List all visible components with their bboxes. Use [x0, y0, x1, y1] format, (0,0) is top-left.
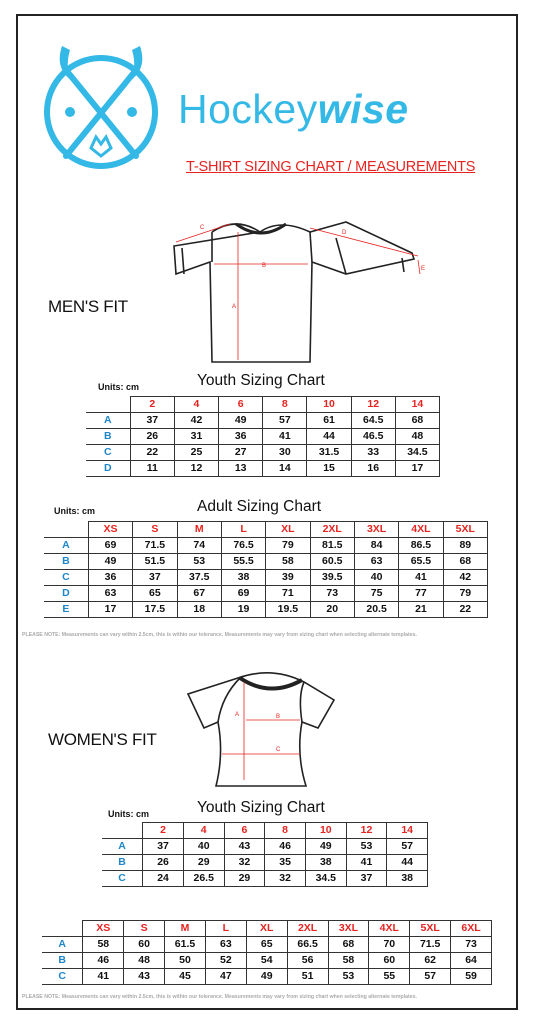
womens-fit-label: WOMEN'S FIT — [48, 730, 157, 749]
size-header-cell: XL — [266, 522, 310, 538]
measurement-value-cell: 43 — [124, 969, 165, 985]
size-header-cell: 4XL — [399, 522, 443, 538]
mens-adult-title: Adult Sizing Chart — [197, 498, 322, 515]
measurement-value-cell: 60.5 — [310, 554, 354, 570]
table-header-row — [44, 522, 488, 538]
measurement-value-cell: 43 — [224, 839, 265, 855]
measurement-value-cell: 64 — [451, 953, 492, 969]
measurement-value-cell: 79 — [443, 586, 487, 602]
measurement-value-cell: 62 — [410, 953, 451, 969]
measurement-value-cell: 34.5 — [305, 871, 346, 887]
table-row — [42, 969, 492, 985]
measurement-value-cell: 68 — [395, 413, 439, 429]
table-corner-cell — [42, 921, 83, 937]
size-header-cell: M — [165, 921, 206, 937]
measurement-value-cell: 13 — [219, 461, 263, 477]
table-row — [102, 871, 428, 887]
size-header-cell: 10 — [307, 397, 351, 413]
measurement-value-cell: 53 — [177, 554, 221, 570]
measurement-value-cell: 15 — [307, 461, 351, 477]
table-corner-cell — [86, 397, 130, 413]
size-header-cell: XS — [88, 522, 132, 538]
measurement-value-cell: 84 — [354, 538, 398, 554]
measurement-label-cell: B — [44, 554, 88, 570]
measurement-value-cell: 68 — [328, 937, 369, 953]
measurement-value-cell: 53 — [346, 839, 387, 855]
measurement-value-cell: 49 — [219, 413, 263, 429]
mens-fit-label: MEN'S FIT — [48, 297, 128, 316]
measurement-value-cell: 27 — [219, 445, 263, 461]
measurement-value-cell: 74 — [177, 538, 221, 554]
measurement-value-cell: 77 — [399, 586, 443, 602]
measurement-value-cell: 17.5 — [133, 602, 177, 618]
measurement-value-cell: 41 — [399, 570, 443, 586]
mens-adult-table — [44, 521, 488, 618]
womens-youth-units: Units: cm — [108, 809, 150, 819]
size-header-cell: 2XL — [310, 522, 354, 538]
womens-label-a: A — [235, 712, 240, 718]
measurement-value-cell: 71 — [266, 586, 310, 602]
measurement-label-cell: E — [44, 602, 88, 618]
womens-note: PLEASE NOTE: Measurements can vary within 2.5cm, this is within our tolerance. Measurements may vary from sizing chart when selecting alternate templates. — [22, 994, 417, 1000]
size-header-cell: 8 — [263, 397, 307, 413]
measurement-value-cell: 45 — [165, 969, 206, 985]
table-row — [86, 413, 440, 429]
measurement-value-cell: 60 — [369, 953, 410, 969]
size-header-cell: 2XL — [287, 921, 328, 937]
measurement-value-cell: 56 — [287, 953, 328, 969]
measurement-value-cell: 73 — [451, 937, 492, 953]
measurement-value-cell: 61 — [307, 413, 351, 429]
measurement-value-cell: 19 — [221, 602, 265, 618]
measurement-value-cell: 75 — [354, 586, 398, 602]
measurement-value-cell: 30 — [263, 445, 307, 461]
measurement-value-cell: 68 — [443, 554, 487, 570]
measurement-value-cell: 38 — [305, 855, 346, 871]
mens-youth-units: Units: cm — [98, 382, 140, 392]
measurement-value-cell: 65.5 — [399, 554, 443, 570]
size-header-cell: 10 — [305, 823, 346, 839]
womens-label-c: C — [276, 747, 281, 753]
size-header-cell: 6 — [219, 397, 263, 413]
measurement-value-cell: 18 — [177, 602, 221, 618]
measurement-label-cell: A — [44, 538, 88, 554]
page-subtitle: T-SHIRT SIZING CHART / MEASUREMENTS — [186, 159, 476, 175]
table-row — [86, 445, 440, 461]
measurement-value-cell: 89 — [443, 538, 487, 554]
size-header-cell: 4 — [183, 823, 224, 839]
measurement-value-cell: 57 — [410, 969, 451, 985]
measurement-label-cell: D — [86, 461, 130, 477]
measurement-value-cell: 44 — [387, 855, 428, 871]
table-header-row — [86, 397, 440, 413]
measurement-value-cell: 29 — [224, 871, 265, 887]
size-header-cell: L — [205, 921, 246, 937]
womens-shirt-diagram — [184, 668, 344, 790]
measurement-value-cell: 48 — [124, 953, 165, 969]
measurement-value-cell: 20 — [310, 602, 354, 618]
measurement-value-cell: 61.5 — [165, 937, 206, 953]
mens-adult-units: Units: cm — [54, 506, 96, 516]
measurement-value-cell: 22 — [443, 602, 487, 618]
measurement-value-cell: 66.5 — [287, 937, 328, 953]
table-row — [86, 461, 440, 477]
womens-adult-table — [42, 920, 492, 985]
measurement-value-cell: 71.5 — [133, 538, 177, 554]
measurement-value-cell: 33 — [351, 445, 395, 461]
size-header-cell: 14 — [387, 823, 428, 839]
mens-youth-title: Youth Sizing Chart — [197, 372, 325, 389]
measurement-value-cell: 37 — [143, 839, 184, 855]
measurement-value-cell: 12 — [174, 461, 218, 477]
measurement-value-cell: 58 — [328, 953, 369, 969]
measurement-value-cell: 49 — [305, 839, 346, 855]
size-header-cell: 5XL — [410, 921, 451, 937]
measurement-value-cell: 37 — [346, 871, 387, 887]
table-row — [86, 429, 440, 445]
measurement-value-cell: 51 — [287, 969, 328, 985]
size-header-cell: XS — [83, 921, 124, 937]
measurement-value-cell: 36 — [88, 570, 132, 586]
mens-youth-table — [86, 396, 440, 477]
measurement-label-cell: C — [102, 871, 143, 887]
measurement-value-cell: 55.5 — [221, 554, 265, 570]
measurement-value-cell: 38 — [221, 570, 265, 586]
measurement-value-cell: 39.5 — [310, 570, 354, 586]
womens-youth-title: Youth Sizing Chart — [197, 799, 325, 816]
measurement-value-cell: 22 — [130, 445, 174, 461]
size-header-cell: S — [133, 522, 177, 538]
size-header-cell: M — [177, 522, 221, 538]
measurement-value-cell: 46 — [83, 953, 124, 969]
measurement-value-cell: 41 — [346, 855, 387, 871]
measurement-value-cell: 60 — [124, 937, 165, 953]
measurement-value-cell: 57 — [263, 413, 307, 429]
mens-label-e: E — [421, 266, 426, 272]
measurement-value-cell: 59 — [451, 969, 492, 985]
size-header-cell: 3XL — [354, 522, 398, 538]
measurement-label-cell: A — [86, 413, 130, 429]
size-header-cell: 4XL — [369, 921, 410, 937]
table-row — [42, 953, 492, 969]
measurement-value-cell: 35 — [265, 855, 306, 871]
measurement-value-cell: 86.5 — [399, 538, 443, 554]
table-row — [44, 554, 488, 570]
measurement-value-cell: 54 — [246, 953, 287, 969]
measurement-value-cell: 37 — [133, 570, 177, 586]
measurement-value-cell: 26 — [130, 429, 174, 445]
measurement-value-cell: 44 — [307, 429, 351, 445]
table-row — [102, 855, 428, 871]
size-header-cell: 12 — [346, 823, 387, 839]
measurement-value-cell: 17 — [395, 461, 439, 477]
measurement-value-cell: 46 — [265, 839, 306, 855]
measurement-label-cell: A — [42, 937, 83, 953]
size-header-cell: XL — [246, 921, 287, 937]
measurement-value-cell: 49 — [246, 969, 287, 985]
size-header-cell: 14 — [395, 397, 439, 413]
measurement-value-cell: 70 — [369, 937, 410, 953]
measurement-value-cell: 32 — [224, 855, 265, 871]
measurement-value-cell: 38 — [387, 871, 428, 887]
measurement-value-cell: 34.5 — [395, 445, 439, 461]
measurement-value-cell: 53 — [328, 969, 369, 985]
measurement-value-cell: 63 — [354, 554, 398, 570]
measurement-value-cell: 58 — [266, 554, 310, 570]
measurement-value-cell: 42 — [443, 570, 487, 586]
measurement-value-cell: 26.5 — [183, 871, 224, 887]
measurement-value-cell: 41 — [83, 969, 124, 985]
measurement-value-cell: 17 — [88, 602, 132, 618]
measurement-value-cell: 31 — [174, 429, 218, 445]
measurement-value-cell: 41 — [263, 429, 307, 445]
measurement-value-cell: 46.5 — [351, 429, 395, 445]
table-row — [44, 570, 488, 586]
table-row — [44, 586, 488, 602]
mens-shirt-diagram — [170, 212, 430, 367]
table-row — [102, 839, 428, 855]
measurement-value-cell: 48 — [395, 429, 439, 445]
measurement-value-cell: 11 — [130, 461, 174, 477]
size-header-cell: 5XL — [443, 522, 487, 538]
mens-label-d: D — [342, 230, 347, 236]
measurement-value-cell: 20.5 — [354, 602, 398, 618]
size-header-cell: 6 — [224, 823, 265, 839]
measurement-value-cell: 49 — [88, 554, 132, 570]
measurement-value-cell: 47 — [205, 969, 246, 985]
hockeywise-logo-icon — [40, 40, 162, 170]
table-corner-cell — [102, 823, 143, 839]
measurement-value-cell: 73 — [310, 586, 354, 602]
measurement-value-cell: 39 — [266, 570, 310, 586]
measurement-value-cell: 32 — [265, 871, 306, 887]
table-row — [44, 602, 488, 618]
measurement-value-cell: 69 — [221, 586, 265, 602]
measurement-value-cell: 36 — [219, 429, 263, 445]
size-header-cell: L — [221, 522, 265, 538]
size-header-cell: 12 — [351, 397, 395, 413]
size-header-cell: S — [124, 921, 165, 937]
measurement-value-cell: 63 — [205, 937, 246, 953]
measurement-value-cell: 37.5 — [177, 570, 221, 586]
mens-label-c: C — [200, 225, 205, 231]
measurement-label-cell: B — [42, 953, 83, 969]
measurement-value-cell: 64.5 — [351, 413, 395, 429]
measurement-value-cell: 65 — [133, 586, 177, 602]
measurement-value-cell: 50 — [165, 953, 206, 969]
measurement-value-cell: 14 — [263, 461, 307, 477]
size-header-cell: 2 — [143, 823, 184, 839]
womens-label-b: B — [276, 714, 281, 720]
table-row — [44, 538, 488, 554]
measurement-value-cell: 65 — [246, 937, 287, 953]
measurement-label-cell: A — [102, 839, 143, 855]
measurement-value-cell: 40 — [354, 570, 398, 586]
size-header-cell: 6XL — [451, 921, 492, 937]
size-header-cell: 4 — [174, 397, 218, 413]
measurement-value-cell: 55 — [369, 969, 410, 985]
measurement-value-cell: 24 — [143, 871, 184, 887]
measurement-value-cell: 52 — [205, 953, 246, 969]
measurement-label-cell: B — [102, 855, 143, 871]
measurement-label-cell: C — [86, 445, 130, 461]
womens-youth-table — [102, 822, 428, 887]
measurement-value-cell: 26 — [143, 855, 184, 871]
measurement-value-cell: 42 — [174, 413, 218, 429]
table-corner-cell — [44, 522, 88, 538]
measurement-label-cell: C — [42, 969, 83, 985]
measurement-value-cell: 69 — [88, 538, 132, 554]
measurement-value-cell: 57 — [387, 839, 428, 855]
measurement-value-cell: 81.5 — [310, 538, 354, 554]
mens-note: PLEASE NOTE: Measurements can vary within 2.5cm, this is within our tolerance. Measurements may vary from sizing chart when selecting alternate templates. — [22, 632, 417, 638]
brand-name: Hockeywise — [178, 86, 409, 132]
mens-label-a: A — [232, 304, 237, 310]
measurement-label-cell: D — [44, 586, 88, 602]
measurement-value-cell: 51.5 — [133, 554, 177, 570]
size-header-cell: 2 — [130, 397, 174, 413]
measurement-value-cell: 25 — [174, 445, 218, 461]
measurement-value-cell: 67 — [177, 586, 221, 602]
measurement-value-cell: 63 — [88, 586, 132, 602]
measurement-value-cell: 79 — [266, 538, 310, 554]
table-row — [42, 937, 492, 953]
measurement-value-cell: 58 — [83, 937, 124, 953]
measurement-value-cell: 19.5 — [266, 602, 310, 618]
measurement-value-cell: 29 — [183, 855, 224, 871]
measurement-value-cell: 31.5 — [307, 445, 351, 461]
measurement-value-cell: 40 — [183, 839, 224, 855]
table-header-row — [42, 921, 492, 937]
measurement-value-cell: 37 — [130, 413, 174, 429]
measurement-label-cell: C — [44, 570, 88, 586]
measurement-value-cell: 76.5 — [221, 538, 265, 554]
mens-label-b: B — [262, 263, 267, 269]
measurement-value-cell: 21 — [399, 602, 443, 618]
measurement-label-cell: B — [86, 429, 130, 445]
size-header-cell: 8 — [265, 823, 306, 839]
measurement-value-cell: 16 — [351, 461, 395, 477]
table-header-row — [102, 823, 428, 839]
measurement-value-cell: 71.5 — [410, 937, 451, 953]
size-header-cell: 3XL — [328, 921, 369, 937]
